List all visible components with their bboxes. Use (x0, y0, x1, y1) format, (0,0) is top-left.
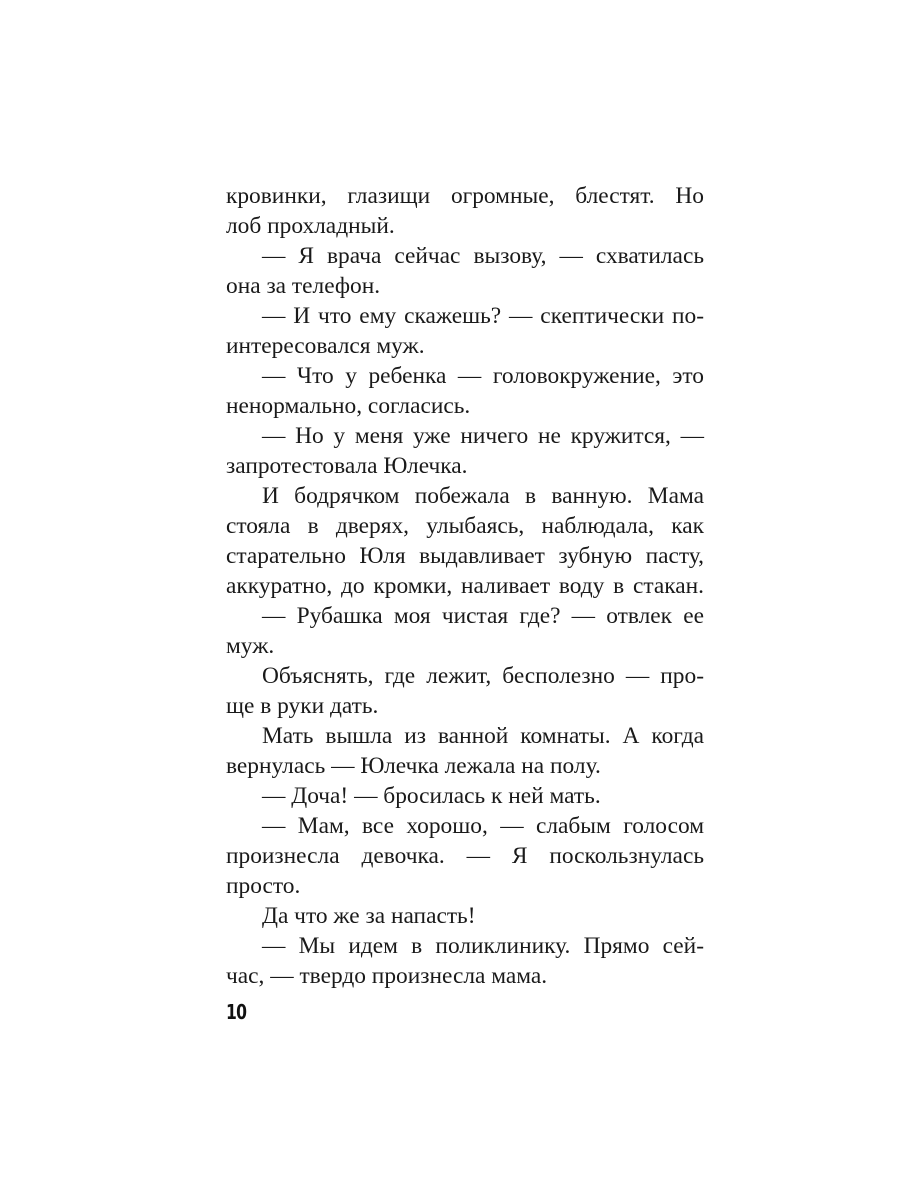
text-line: ненормально, согласись. (226, 393, 471, 419)
text-line: кровинки, глазищи огромные, блестят. Но (226, 183, 704, 209)
text-line: стояла в дверях, улыбаясь, наблюдала, как (226, 513, 704, 539)
text-line: Объяснять, где лежит, бесполезно — про- (262, 663, 704, 689)
text-line: старательно Юля выдавливает зубную пасту, (226, 543, 704, 569)
text-line: запротестовала Юлечка. (226, 453, 468, 479)
text-line: час, — твердо произнесла мама. (226, 963, 548, 989)
text-line: она за телефон. (226, 273, 381, 299)
text-line: — Что у ребенка — головокружение, это (262, 363, 704, 389)
text-line: — Доча! — бросилась к ней мать. (262, 783, 601, 809)
text-line: — Я врача сейчас вызову, — схватилась (262, 243, 704, 269)
text-line: интересовался муж. (226, 333, 425, 359)
text-line: аккуратно, до кромки, наливает воду в стакан. (226, 573, 704, 599)
page-number: 10 (226, 1000, 247, 1024)
text-line: лоб прохладный. (226, 213, 395, 239)
text-line: — Рубашка моя чистая где? — отвлек ее (262, 603, 704, 629)
text-line: И бодрячком побежала в ванную. Мама (262, 483, 704, 509)
body-text (226, 181, 704, 991)
text-line: Да что же за напасть! (262, 903, 476, 929)
text-line: муж. (226, 633, 275, 659)
text-line: — Но у меня уже ничего не кружится, — (262, 423, 704, 449)
text-line: просто. (226, 873, 301, 899)
text-line: ще в руки дать. (226, 693, 379, 719)
text-line: — Мы идем в поликлинику. Прямо сей- (262, 933, 704, 959)
text-line: вернулась — Юлечка лежала на полу. (226, 753, 601, 779)
text-line: Мать вышла из ванной комнаты. А когда (262, 723, 704, 749)
text-line: — Мам, все хорошо, — слабым голосом (262, 813, 704, 839)
text-line: произнесла девочка. — Я поскользнулась (226, 843, 704, 869)
text-line: — И что ему скажешь? — скептически по- (262, 303, 704, 329)
